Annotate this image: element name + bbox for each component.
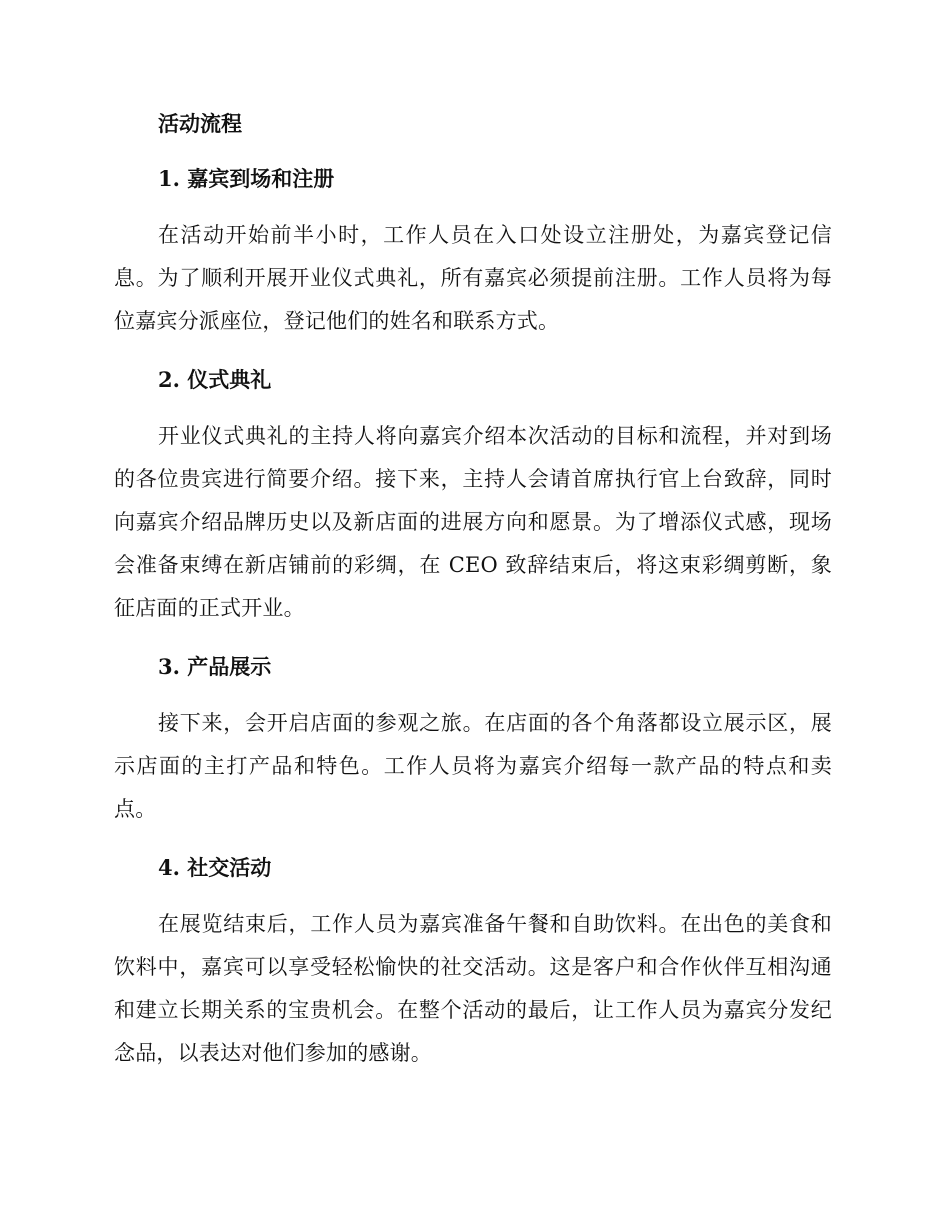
section-product-display bbox=[114, 650, 832, 831]
section-social-activity bbox=[114, 851, 832, 1075]
section-heading: 2. 仪式典礼 bbox=[158, 367, 272, 392]
section-heading: 4. 社交活动 bbox=[158, 855, 272, 880]
document-content bbox=[114, 108, 832, 1095]
section-paragraph: 开业仪式典礼的主持人将向嘉宾介绍本次活动的目标和流程，并对到场的各位贵宾进行简要介绍。接下来，主持人会请首席执行官上台致辞，同时向嘉宾介绍品牌历史以及新店面的进展方向和愿景。为了增添仪式感，现场会准备束缚在新店铺前的彩绸，在 CEO 致辞结束后，将这束彩绸剪断，象征店面的正式开业。 bbox=[114, 424, 832, 620]
section-paragraph: 接下来，会开启店面的参观之旅。在店面的各个角落都设立展示区，展示店面的主打产品和特色。工作人员将为嘉宾介绍每一款产品的特点和卖点。 bbox=[114, 711, 832, 821]
section-registration bbox=[114, 162, 832, 343]
section-heading: 1. 嘉宾到场和注册 bbox=[158, 166, 335, 191]
section-paragraph: 在活动开始前半小时，工作人员在入口处设立注册处，为嘉宾登记信息。为了顺利开展开业仪式典礼，所有嘉宾必须提前注册。工作人员将为每位嘉宾分派座位，登记他们的姓名和联系方式。 bbox=[114, 223, 832, 333]
page-title: 活动流程 bbox=[158, 111, 242, 136]
section-ceremony bbox=[114, 363, 832, 630]
section-heading: 3. 产品展示 bbox=[158, 654, 272, 679]
section-paragraph: 在展览结束后，工作人员为嘉宾准备午餐和自助饮料。在出色的美食和饮料中，嘉宾可以享受轻松愉快的社交活动。这是客户和合作伙伴互相沟通和建立长期关系的宝贵机会。在整个活动的最后，让工作人员为嘉宾分发纪念品，以表达对他们参加的感谢。 bbox=[114, 912, 832, 1065]
